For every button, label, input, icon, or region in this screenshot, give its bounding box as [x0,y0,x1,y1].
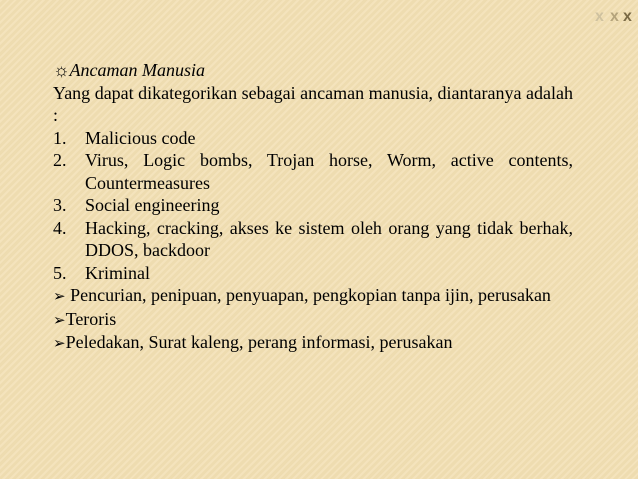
list-number: 4. [53,217,67,238]
arrow-text: Pencurian, penipuan, penyuapan, pengkopian tanpa ijin, perusakan [65,285,551,305]
arrow-bullet-icon: ➢ [53,334,66,352]
arrow-item [53,331,573,355]
list-item [53,127,573,150]
corner-decoration-2: x [610,8,619,25]
slide-heading [53,59,573,82]
corner-decoration-3: x [623,8,632,25]
list-item [53,194,573,217]
heading-text: Ancaman Manusia [69,60,205,80]
list-text: Malicious code [85,127,196,148]
arrow-text: Peledakan, Surat kaleng, perang informasi, perusakan [65,332,453,352]
corner-decoration-1: x [595,8,604,25]
list-text: Hacking, cracking, akses ke sistem oleh orang yang tidak berhak, DDOS, backdoor [85,217,573,260]
arrow-text: Teroris [65,308,117,329]
list-number: 1. [53,127,67,148]
list-number: 5. [53,262,67,283]
list-text: Kriminal [85,262,150,283]
slide-body [53,59,573,355]
list-number: 2. [53,150,67,170]
list-item [53,217,573,262]
list-text: Social engineering [85,195,220,215]
arrow-bullet-icon: ➢ [53,287,66,305]
list-item [53,149,573,194]
sun-icon: ☼ [53,60,70,80]
list-number: 3. [53,195,67,215]
arrow-item [53,284,573,308]
arrow-bullet-icon: ➢ [53,310,66,329]
intro-text: Yang dapat dikategorikan sebagai ancaman manusia, diantaranya adalah : [53,82,573,125]
list-text: Virus, Logic bombs, Trojan horse, Worm, active contents, Countermeasures [85,150,573,193]
list-item [53,262,573,285]
arrow-item [53,308,573,332]
